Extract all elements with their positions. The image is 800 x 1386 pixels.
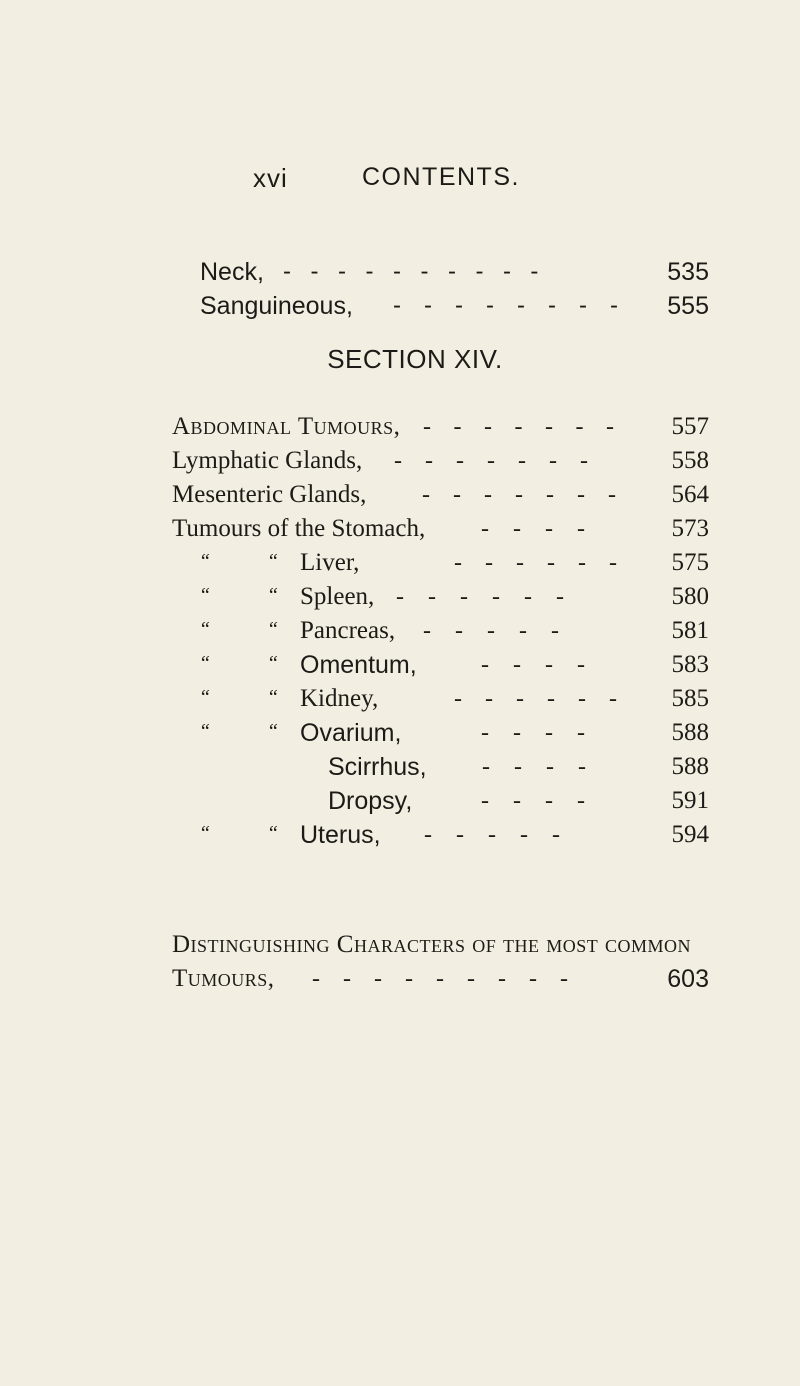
entry-label: Ovarium,: [300, 719, 402, 747]
entry-label: Scirrhus,: [328, 753, 427, 781]
leader-dots: ----: [481, 788, 609, 814]
entry-label: Pancreas,: [300, 617, 396, 644]
entry-page: 588: [671, 719, 709, 746]
ditto-mark: “: [199, 584, 211, 606]
entry-page: 558: [671, 447, 709, 474]
toc-entry-scirrhus: [172, 750, 709, 784]
ditto-mark: “: [267, 584, 279, 606]
leader-dots: ----: [481, 516, 609, 542]
entry-page: 585: [671, 685, 709, 712]
ditto-mark: “: [267, 822, 279, 844]
ditto-mark: “: [267, 686, 279, 708]
entry-label: Mesenteric Glands,: [172, 481, 367, 508]
toc-entry-distinguishing-line2: [172, 962, 709, 996]
leader-dots: ----: [482, 754, 610, 780]
ditto-mark: “: [199, 822, 211, 844]
entry-page: 573: [671, 515, 709, 542]
toc-entry-omentum: [172, 648, 709, 682]
leader-dots: --------: [393, 292, 641, 319]
entry-label: Tumours of the Stomach,: [172, 515, 426, 542]
entry-label: Dropsy,: [328, 787, 413, 815]
ditto-mark: “: [199, 550, 211, 572]
toc-entry-abdominal-tumours: [172, 410, 709, 444]
leader-dots: ----: [481, 652, 609, 678]
entry-label: Omentum,: [300, 651, 417, 679]
entry-page: 575: [671, 549, 709, 576]
toc-entry-kidney: [172, 682, 709, 716]
entry-label: Liver,: [300, 549, 360, 576]
entry-page: 535: [667, 258, 709, 286]
section-heading: SECTION XIV.: [327, 344, 503, 374]
page-header: [0, 163, 800, 203]
entry-label: Kidney,: [300, 685, 379, 712]
leader-dots: -----: [424, 822, 584, 848]
entry-page: 581: [671, 617, 709, 644]
running-title: CONTENTS.: [362, 163, 520, 191]
leader-dots: -------: [394, 448, 611, 474]
entry-label: Uterus,: [300, 821, 381, 849]
leader-dots: ------: [454, 550, 640, 576]
entry-page: 555: [667, 292, 709, 320]
leader-dots: -------: [422, 482, 639, 508]
ditto-mark: “: [199, 618, 211, 640]
toc-entry-sanguineous: [200, 289, 709, 323]
entry-label: Lymphatic Glands,: [172, 447, 363, 474]
entry-page: 580: [671, 583, 709, 610]
entry-label: Sanguineous,: [200, 292, 353, 320]
entry-label: Spleen,: [300, 583, 375, 610]
ditto-mark: “: [267, 652, 279, 674]
ditto-mark: “: [199, 686, 211, 708]
toc-entry-lymphatic-glands: [172, 444, 709, 478]
entry-page: 588: [671, 753, 709, 780]
toc-entry-neck: [200, 255, 709, 289]
entry-label: Abdominal Tumours,: [172, 413, 401, 440]
leader-dots: ----: [481, 720, 609, 746]
leader-dots: -------: [423, 414, 637, 440]
toc-entry-tumours-of-stomach: [172, 512, 709, 546]
ditto-mark: “: [267, 720, 279, 742]
leader-dots: ------: [454, 686, 640, 712]
toc-entry-ovarium: [172, 716, 709, 750]
entry-label: Neck,: [200, 258, 264, 286]
leader-dots: ------: [396, 584, 588, 610]
ditto-mark: “: [267, 618, 279, 640]
leader-dots: ---------: [312, 966, 591, 992]
toc-entry-mesenteric-glands: [172, 478, 709, 512]
toc-entry-uterus: [172, 818, 709, 852]
entry-page: 603: [667, 965, 709, 993]
entry-page: 591: [671, 787, 709, 814]
toc-entry-spleen: [172, 580, 709, 614]
entry-label: Distinguishing Characters of the most common: [172, 931, 692, 958]
entry-page: 557: [671, 413, 709, 440]
page-number: xvi: [253, 163, 288, 193]
ditto-mark: “: [267, 550, 279, 572]
entry-page: 583: [671, 651, 709, 678]
entry-page: 564: [671, 481, 709, 508]
entry-page: 594: [671, 821, 709, 848]
toc-entry-dropsy: [172, 784, 709, 818]
toc-entry-liver: [172, 546, 709, 580]
ditto-mark: “: [199, 652, 211, 674]
ditto-mark: “: [199, 720, 211, 742]
leader-dots: -----: [423, 618, 583, 644]
toc-entry-pancreas: [172, 614, 709, 648]
leader-dots: ----------: [283, 258, 558, 285]
toc-entry-distinguishing-line1: [172, 928, 709, 962]
entry-label: Tumours,: [172, 965, 275, 992]
